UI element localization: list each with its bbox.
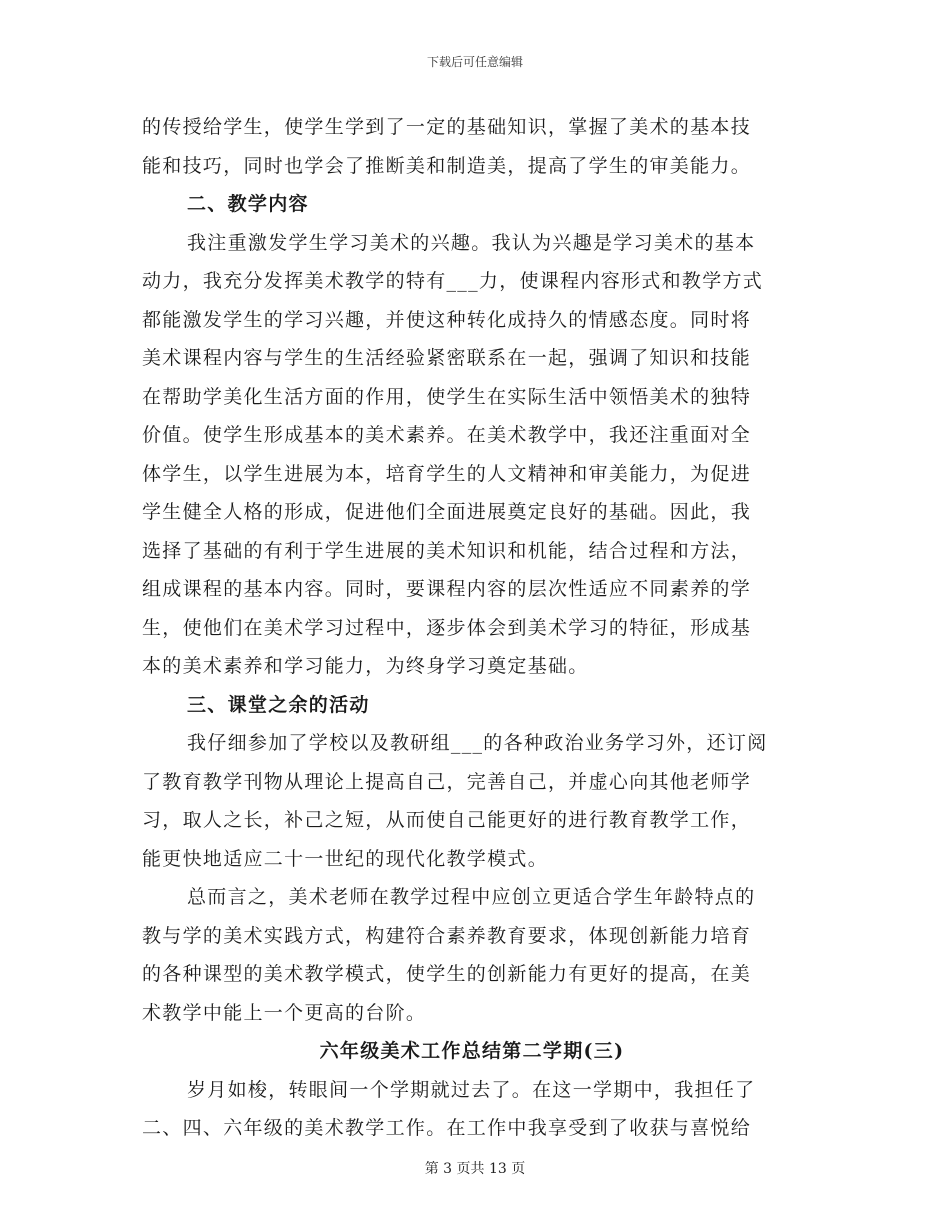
text-line: 动力，我充分发挥美术教学的特有___力，使课程内容形式和教学方式 [142,270,764,292]
text-line: 都能激发学生的学习兴趣，并使这种转化成持久的情感态度。同时将 [142,308,752,331]
paragraph [142,224,802,686]
text-line: 二、四、六年级的美术教学工作。在工作中我享受到了收获与喜悦给 [142,1117,752,1139]
text-line: 教与学的美术实践方式，构建符合素养教育要求，体现创新能力培育 [142,924,752,947]
text-line: 本的美术素养和学习能力，为终身学习奠定基础。 [142,655,589,677]
page-header: 下载后可任意编辑 [426,55,523,69]
paragraph [142,878,802,1032]
document-body [142,108,802,1148]
paragraph [142,108,802,185]
text-line: 价值。使学生形成基本的美术素养。在美术教学中，我还注重面对全 [142,424,752,446]
paragraph [142,724,802,878]
text-line: 总而言之，美术老师在教学过程中应创立更适合学生年龄特点的 [187,886,756,908]
section-heading-teaching-content: 二、教学内容 [187,193,309,215]
text-line: 术教学中能上一个更高的台阶。 [142,1001,427,1024]
text-line: 选择了基础的有利于学生进展的美术知识和机能，结合过程和方法， [142,539,752,562]
text-line: 习，取人之长，补己之短，从而使自己能更好的进行教育教学工作， [142,809,752,831]
text-line: 能更快地适应二十一世纪的现代化教学模式。 [142,847,549,870]
text-line: 体学生，以学生进展为本，培育学生的人文精神和审美能力，为促进 [142,462,752,485]
text-line: 的各种课型的美术教学模式，使学生的创新能力有更好的提高，在美 [142,963,752,985]
text-line: 能和技巧，同时也学会了推断美和制造美，提高了学生的审美能力。 [142,154,752,177]
text-line: 了教育教学刊物从理论上提高自己，完善自己，并虚心向其他老师学 [142,770,752,793]
document-title: 六年级美术工作总结第二学期(三) [319,1040,625,1062]
page-footer: 第 3 页共 13 页 [424,1161,526,1177]
text-line: 我仔细参加了学校以及教研组___的各种政治业务学习外，还订阅 [187,732,768,754]
text-line: 美术课程内容与学生的生活经验紧密联系在一起，强调了知识和技能 [142,347,752,369]
text-line: 生，使他们在美术学习过程中，逐步体会到美术学习的特征，形成基 [142,616,752,639]
paragraph [142,1071,802,1148]
text-line: 我注重激发学生学习美术的兴趣。我认为兴趣是学习美术的基本 [187,231,756,254]
text-line: 组成课程的基本内容。同时，要课程内容的层次性适应不同素养的学 [142,578,752,600]
section-heading-extracurricular: 三、课堂之余的活动 [187,693,370,716]
text-line: 岁月如梭，转眼间一个学期就过去了。在这一学期中，我担任了 [187,1078,756,1101]
text-line: 的传授给学生，使学生学到了一定的基础知识，掌握了美术的基本技 [142,116,752,138]
text-line: 在帮助学美化生活方面的作用，使学生在实际生活中领悟美术的独特 [142,385,752,408]
text-line: 学生健全人格的形成，促进他们全面进展奠定良好的基础。因此，我 [142,501,752,523]
